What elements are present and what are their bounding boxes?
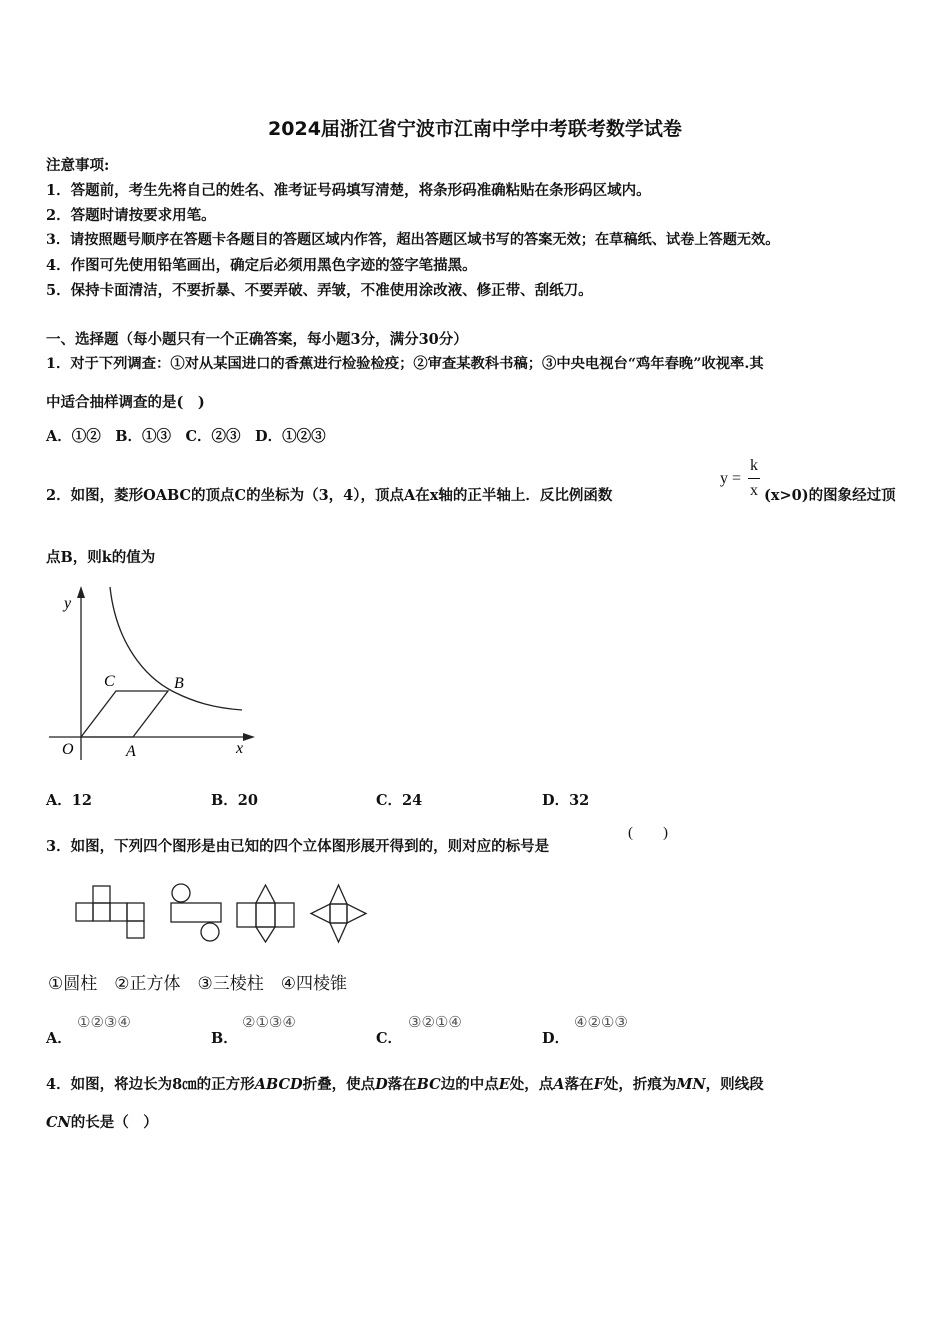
notice-item: 2．答题时请按要求用笔。 [46, 207, 216, 224]
point-a-label: A [126, 743, 136, 760]
q3-option-a-letter: A． [46, 1030, 72, 1047]
q3-option-c-letter: C． [376, 1030, 403, 1047]
notice-item: 5．保持卡面清洁，不要折暴、不要弄破、弄皱，不准使用涂改液、修正带、刮纸刀。 [46, 282, 593, 299]
q2-x: x [750, 482, 758, 499]
q2-option-b: B．20 [211, 792, 258, 809]
x-axis-arrow [243, 733, 255, 741]
q2-graph [44, 582, 264, 762]
q2-line2: 点B，则k的值为 [46, 549, 156, 566]
q2-option-c: C．24 [376, 792, 423, 809]
q3-option-d-letter: D． [542, 1030, 570, 1047]
q3-nets [70, 880, 380, 950]
q4-line2: CN的长是（ ） [46, 1114, 158, 1131]
q2-option-d: D．32 [542, 792, 590, 809]
cube-net [76, 886, 144, 938]
q2-k: k [750, 457, 758, 474]
notice-heading: 注意事项: [46, 157, 110, 174]
y-axis-arrow [77, 586, 85, 598]
q2-y-eq: y = [720, 470, 742, 487]
page-title: 2024届浙江省宁波市江南中学中考联考数学试卷 [268, 118, 682, 140]
triangular-prism-net [237, 885, 294, 942]
q3-option-b-value: ②①③④ [242, 1013, 296, 1031]
y-label: y [64, 595, 72, 612]
notice-item: 1．答题前，考生先将自己的姓名、准考证号码填写清楚，将条形码准确粘贴在条形码区域内。 [46, 182, 651, 199]
point-c-label: C [104, 673, 115, 690]
q3-option-c-value: ③②①④ [408, 1013, 462, 1031]
q1-line2: 中适合抽样调查的是( ) [46, 394, 205, 411]
notice-item: 3．请按照题号顺序在答题卡各题目的答题区域内作答，超出答题区域书写的答案无效；在草稿纸、试卷上答题无效。 [46, 232, 780, 248]
q3-paren: ( ) [628, 825, 668, 841]
fraction-bar [748, 478, 760, 479]
q3-option-a-value: ①②③④ [77, 1013, 131, 1031]
q3-option-d-value: ④②①③ [574, 1013, 628, 1031]
notice-item: 4．作图可先使用铅笔画出，确定后必须用黑色字迹的签字笔描黑。 [46, 257, 477, 274]
section-heading: 一、选择题（每小题只有一个正确答案，每小题3分，满分30分） [46, 331, 468, 348]
rhombus-oabc [81, 691, 168, 737]
cylinder-net [171, 884, 221, 941]
q2-option-a: A．12 [46, 792, 92, 809]
origin-label: O [62, 741, 74, 758]
q3-text: 3．如图，下列四个图形是由已知的四个立体图形展开得到的，则对应的标号是 [46, 838, 550, 855]
q4-line1: 4．如图，将边长为8㎝的正方形ABCD折叠，使点D落在BC边的中点E处，点A落在F处，折痕为MN，则线段 [46, 1076, 764, 1093]
q2-text-a: 2．如图，菱形OABC的顶点C的坐标为（3，4），顶点A在x轴的正半轴上．反比例函数 [46, 487, 613, 504]
x-label: x [236, 740, 244, 757]
q1-options: A．①② B．①③ C．②③ D．①②③ [46, 428, 326, 445]
q3-shape-labels: ①圆柱 ②正方体 ③三棱柱 ④四棱锥 [48, 974, 347, 994]
square-pyramid-net [311, 885, 366, 942]
q2-text-b: (x>0)的图象经过顶 [764, 487, 896, 504]
point-b-label: B [174, 675, 184, 692]
q1-line1: 1．对于下列调查：①对从某国进口的香蕉进行检验检疫；②审查某教科书稿；③中央电视台“鸡年春晚”收视率.其 [46, 356, 764, 372]
q3-option-b-letter: B． [211, 1030, 238, 1047]
